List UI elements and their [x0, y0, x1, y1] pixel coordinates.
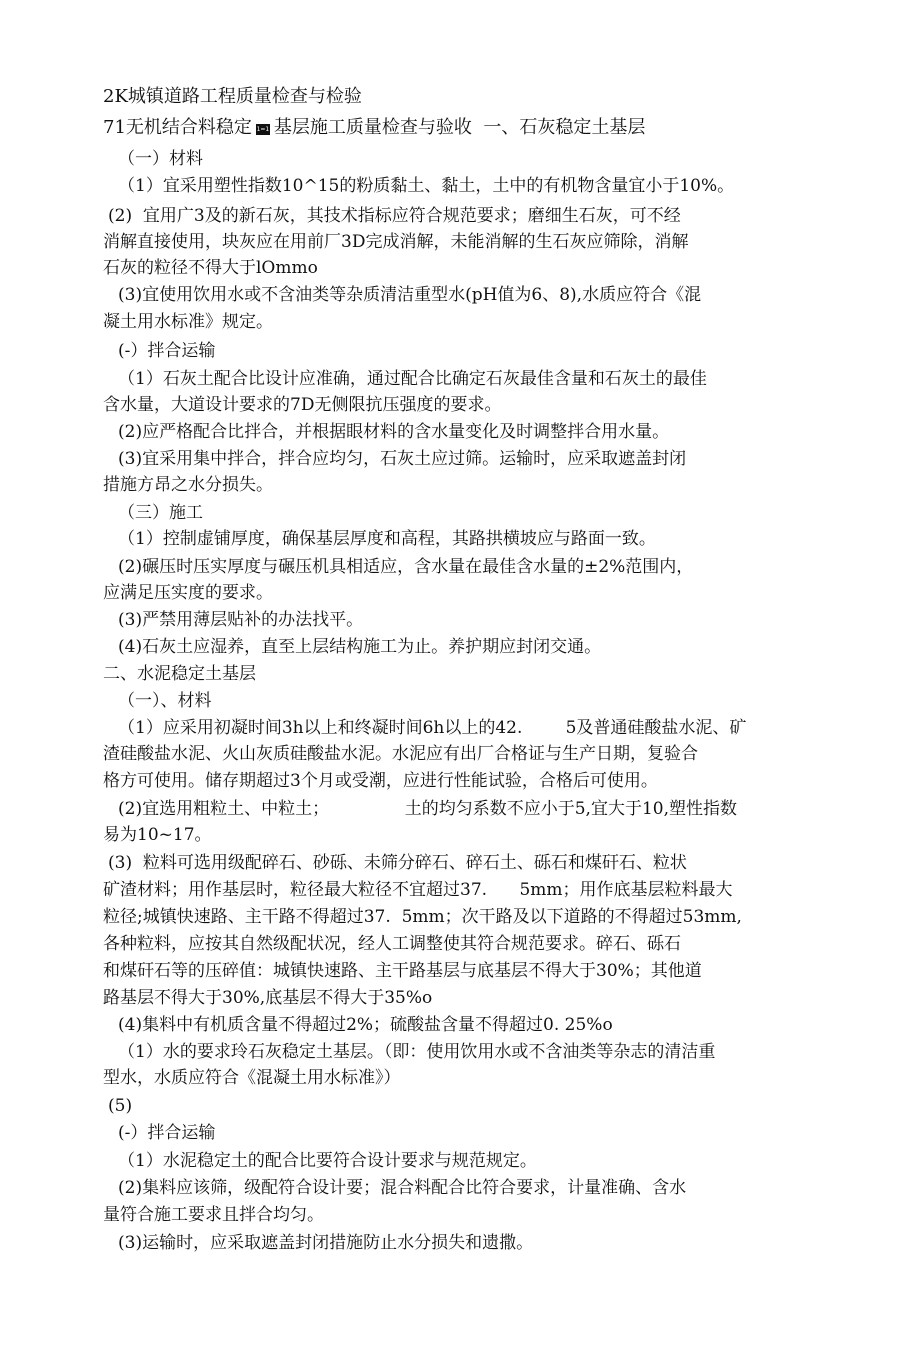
text-line: 路基层不得大于30%,底基层不得大于35%o — [103, 988, 433, 1008]
text-line: （三）施工 — [118, 503, 203, 523]
text-line: (2)碾压时压实厚度与碾压机具相适应，含水量在最佳含水量的±2%范围内， — [118, 557, 694, 577]
text-line: (-）拌合运输 — [118, 1123, 216, 1143]
text-line: 各种粒料，应按其自然级配状况，经人工调整使其符合规范要求。碎石、砾石 — [103, 934, 681, 954]
text-line: （一）材料 — [118, 149, 203, 169]
section-heading-part-b: 基层施工质量检查与验收 一、石灰稳定土基层 — [273, 117, 646, 138]
text-line: (3)宜采用集中拌合，拌合应均匀，石灰土应过筛。运输时，应采取遮盖封闭 — [118, 449, 687, 469]
text-line: 石灰的粒径不得大于lOmmo — [103, 258, 318, 278]
text-line: (4)集料中有机质含量不得超过2%；硫酸盐含量不得超过0. 25%o — [118, 1015, 613, 1035]
text-line: 格方可使用。储存期超过3个月或受潮，应进行性能试验，合格后可使用。 — [103, 771, 658, 791]
text-line: 和煤矸石等的压碎值：城镇快速路、主干路基层与底基层不得大于30%；其他道 — [103, 961, 702, 981]
text-line: 凝土用水标准》规定。 — [103, 312, 273, 332]
text-line: (3) 粒料可选用级配碎石、砂砾、未筛分碎石、碎石土、砾石和煤矸石、粒状 — [108, 853, 687, 873]
text-line: (3)宜使用饮用水或不含油类等杂质清洁重型水(pH值为6、8),水质应符合《混 — [118, 285, 702, 305]
text-line: （1）应采用初凝时间3h以上和终凝时间6h以上的42. 5及普通硅酸盐水泥、矿 — [118, 718, 747, 738]
text-line: 量符合施工要求且拌合均匀。 — [103, 1205, 324, 1225]
text-line: (2)应严格配合比拌合，并根据眼材料的含水量变化及时调整拌合用水量。 — [118, 422, 670, 442]
text-line: 应满足压实度的要求。 — [103, 583, 273, 603]
text-line: (2)宜选用粗粒土、中粒土； 土的均匀系数不应小于5,宜大于10,塑性指数 — [118, 799, 737, 819]
text-line: 渣硅酸盐水泥、火山灰质硅酸盐水泥。水泥应有出厂合格证与生产日期，复验合 — [103, 744, 698, 764]
text-line: (3)严禁用薄层贴补的办法找平。 — [118, 610, 364, 630]
text-line: (4)石灰土应湿养，直至上层结构施工为止。养护期应封闭交通。 — [118, 637, 602, 657]
text-line: （1）水的要求玲石灰稳定土基层。（即：使用饮用水或不含油类等杂志的清洁重 — [118, 1042, 716, 1062]
text-line: 易为10~17。 — [103, 825, 212, 845]
section-mark-icon: 1=1 — [256, 126, 270, 133]
document-title: 2K城镇道路工程质量检查与检验 — [103, 86, 362, 107]
text-line: 措施方昂之水分损失。 — [103, 475, 273, 495]
section-heading — [103, 117, 645, 139]
text-line: (2) 宜用广3及的新石灰，其技术指标应符合规范要求；磨细生石灰，可不经 — [108, 206, 681, 226]
text-line: 含水量，大道设计要求的7D无侧限抗压强度的要求。 — [103, 395, 502, 415]
section-heading-part-a: 71无机结合料稳定 — [103, 117, 252, 138]
text-line: (5) — [108, 1096, 133, 1116]
text-line: 消解直接使用，块灰应在用前厂3D完成消解，未能消解的生石灰应筛除，消解 — [103, 232, 689, 252]
text-line: （1）控制虚铺厚度，确保基层厚度和高程，其路拱横坡应与路面一致。 — [118, 529, 656, 549]
text-line: (2)集料应该筛，级配符合设计要；混合料配合比符合要求，计量准确、含水 — [118, 1178, 687, 1198]
text-line: （1）宜采用塑性指数10^15的粉质黏土、黏土，土中的有机物含量宜小于10%。 — [118, 176, 735, 196]
text-line: （一）、材料 — [118, 691, 212, 711]
text-line: （1）石灰土配合比设计应准确，通过配合比确定石灰最佳含量和石灰土的最佳 — [118, 369, 707, 389]
text-line: (3)运输时，应采取遮盖封闭措施防止水分损失和遗撒。 — [118, 1233, 534, 1253]
text-line: (-）拌合运输 — [118, 341, 216, 361]
text-line: 型水，水质应符合《混凝土用水标准》） — [103, 1068, 401, 1088]
text-line: （1）水泥稳定土的配合比要符合设计要求与规范规定。 — [118, 1151, 537, 1171]
text-line: 二、水泥稳定土基层 — [103, 664, 256, 684]
text-line: 矿渣材料；用作基层时，粒径最大粒径不宜超过37. 5mm；用作底基层粒料最大 — [103, 880, 733, 900]
text-line: 粒径;城镇快速路、主干路不得超过37. 5mm；次干路及以下道路的不得超过53mm, — [103, 907, 742, 927]
